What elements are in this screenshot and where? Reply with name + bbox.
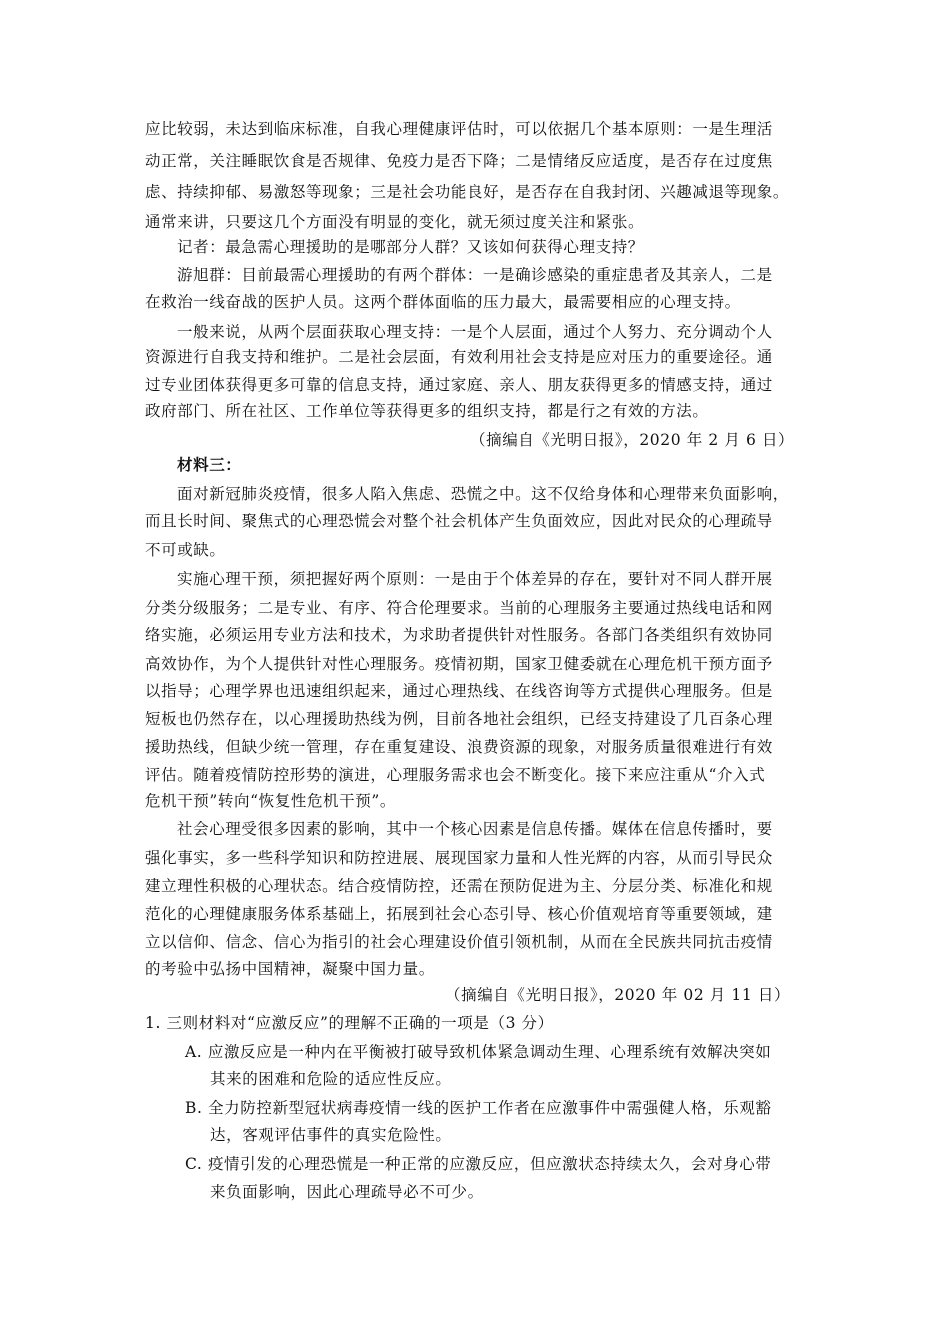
paragraph-line: 在救治一线奋战的医护人员。这两个群体面临的压力最大，最需要相应的心理支持。 [145, 293, 741, 311]
paragraph-line: 通常来讲，只要这几个方面没有明显的变化，就无须过度关注和紧张。 [145, 213, 645, 231]
paragraph-line: 的考验中弘扬中国精神，凝聚中国力量。 [145, 960, 435, 978]
paragraph-line: 政府部门、所在社区、工作单位等获得更多的组织支持，都是行之有效的方法。 [145, 402, 709, 420]
paragraph-line: 应比较弱，未达到临床标准，自我心理健康评估时，可以依据几个基本原则：一是生理活 [145, 120, 773, 138]
option-a-line: 其来的困难和危险的适应性反应。 [210, 1070, 452, 1088]
paragraph-line: 援助热线，但缺少统一管理，存在重复建设、浪费资源的现象，对服务质量很难进行有效 [145, 738, 773, 756]
question-stem: 1. 三则材料对“应激反应”的理解不正确的一项是（3 分） [145, 1014, 554, 1032]
option-a-line: A. 应激反应是一种内在平衡被打破导致机体紧急调动生理、心理系统有效解决突如 [185, 1043, 772, 1061]
option-b-line: B. 全力防控新型冠状病毒疫情一线的医护工作者在应激事件中需强健人格，乐观豁 [185, 1099, 772, 1117]
source-citation: （摘编自《光明日报》，2020 年 02 月 11 日） [445, 986, 791, 1004]
paragraph-line: 危机干预”转向“恢复性危机干预”。 [145, 792, 396, 810]
source-citation: （摘编自《光明日报》，2020 年 2 月 6 日） [470, 431, 795, 449]
paragraph-line: 评估。随着疫情防控形势的演进，心理服务需求也会不断变化。接下来应注重从“介入式 [145, 766, 766, 784]
interview-question: 记者：最急需心理援助的是哪部分人群？又该如何获得心理支持？ [177, 238, 644, 256]
paragraph-line: 强化事实，多一些科学知识和防控进展、展现国家力量和人性光辉的内容，从而引导民众 [145, 849, 773, 867]
option-b-line: 达，客观评估事件的真实危险性。 [210, 1126, 452, 1144]
paragraph-line: 面对新冠肺炎疫情，很多人陷入焦虑、恐慌之中。这不仅给身体和心理带来负面影响， [177, 485, 789, 503]
option-c-line: 来负面影响，因此心理疏导必不可少。 [210, 1183, 484, 1201]
paragraph-line: 不可或缺。 [145, 541, 226, 559]
paragraph-line: 动正常，关注睡眠饮食是否规律、免疫力是否下降；二是情绪反应适度，是否存在过度焦 [145, 152, 773, 170]
paragraph-line: 高效协作，为个人提供针对性心理服务。疫情初期，国家卫健委就在心理危机干预方面予 [145, 655, 773, 673]
paragraph-line: 虑、持续抑郁、易激怒等现象；三是社会功能良好，是否存在自我封闭、兴趣减退等现象。 [145, 183, 790, 201]
paragraph-line: 过专业团体获得更多可靠的信息支持，通过家庭、亲人、朋友获得更多的情感支持，通过 [145, 376, 773, 394]
paragraph-line: 游旭群：目前最需心理援助的有两个群体：一是确诊感染的重症患者及其亲人，二是 [177, 266, 773, 284]
paragraph-line: 社会心理受很多因素的影响，其中一个核心因素是信息传播。媒体在信息传播时，要 [177, 820, 773, 838]
paragraph-line: 立以信仰、信念、信心为指引的社会心理建设价值引领机制，从而在全民族共同抗击疫情 [145, 933, 773, 951]
paragraph-line: 分类分级服务；二是专业、有序、符合伦理要求。当前的心理服务主要通过热线电话和网 [145, 599, 773, 617]
paragraph-line: 建立理性积极的心理状态。结合疫情防控，还需在预防促进为主、分层分类、标准化和规 [145, 877, 773, 895]
paragraph-line: 实施心理干预，须把握好两个原则：一是由于个体差异的存在，要针对不同人群开展 [177, 570, 773, 588]
section-heading: 材料三： [177, 455, 242, 474]
paragraph-line: 范化的心理健康服务体系基础上，拓展到社会心态引导、核心价值观培育等重要领域，建 [145, 905, 773, 923]
paragraph-line: 短板也仍然存在，以心理援助热线为例，目前各地社会组织，已经支持建设了几百条心理 [145, 710, 773, 728]
option-c-line: C. 疫情引发的心理恐慌是一种正常的应激反应，但应激状态持续太久，会对身心带 [185, 1155, 772, 1173]
paragraph-line: 而且长时间、聚焦式的心理恐慌会对整个社会机体产生负面效应，因此对民众的心理疏导 [145, 512, 773, 530]
paragraph-line: 一般来说，从两个层面获取心理支持：一是个人层面，通过个人努力、充分调动个人 [177, 323, 773, 341]
paragraph-line: 络实施，必须运用专业方法和技术，为求助者提供针对性服务。各部门各类组织有效协同 [145, 626, 773, 644]
paragraph-line: 以指导；心理学界也迅速组织起来，通过心理热线、在线咨询等方式提供心理服务。但是 [145, 682, 773, 700]
paragraph-line: 资源进行自我支持和维护。二是社会层面，有效利用社会支持是应对压力的重要途径。通 [145, 348, 773, 366]
